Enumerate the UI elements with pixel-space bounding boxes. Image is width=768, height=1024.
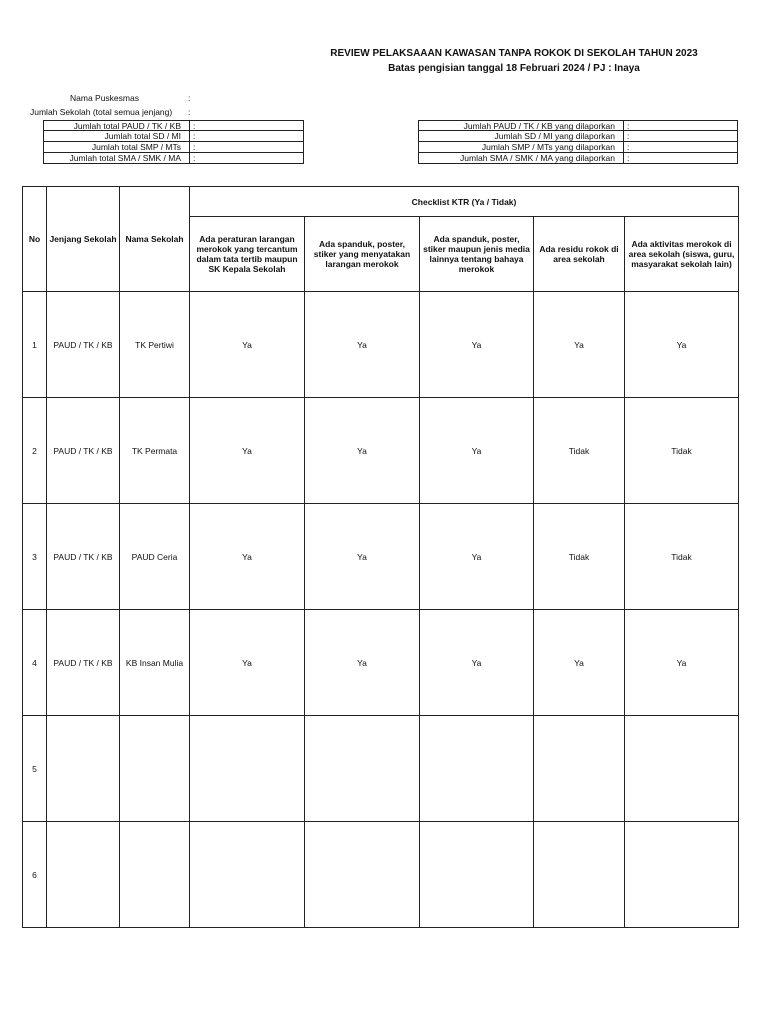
row-check-cell [625,716,739,822]
col-jenjang-header: Jenjang Sekolah [47,187,120,292]
row-no: 4 [23,610,47,716]
row-check-cell: Ya [625,292,739,398]
right-box-row [418,120,738,131]
checklist-table [22,186,739,928]
row-nama [120,822,190,928]
row-check-cell: Ya [420,398,534,504]
row-check-cell [420,716,534,822]
row-check-cell: Ya [305,292,420,398]
row-check-cell: Ya [420,610,534,716]
nama-puskesmas-label: Nama Puskesmas [70,93,139,103]
row-check-cell [305,716,420,822]
row-check-cell [625,822,739,928]
header-row-1 [23,187,739,217]
left-box-label: Jumlah total PAUD / TK / KB [44,121,190,130]
row-check-cell: Ya [190,610,305,716]
table-row [23,822,739,928]
row-jenjang [47,822,120,928]
document-title: REVIEW PELAKSAAAN KAWASAN TANPA ROKOK DI SEKOLAH TAHUN 2023 [330,48,698,59]
left-box-row [43,120,304,131]
row-jenjang: PAUD / TK / KB [47,292,120,398]
row-jenjang [47,716,120,822]
row-nama: KB Insan Mulia [120,610,190,716]
right-box-row [418,131,738,142]
checklist-col-header: Ada spanduk, poster, stiker yang menyatakan larangan merokok [305,217,420,292]
row-check-cell: Ya [190,292,305,398]
checklist-col-header: Ada spanduk, poster, stiker maupun jenis media lainnya tentang bahaya merokok [420,217,534,292]
row-check-cell [190,822,305,928]
row-check-cell: Tidak [625,504,739,610]
row-check-cell: Ya [534,610,625,716]
right-box-label: Jumlah SD / MI yang dilaporkan [419,131,624,141]
left-box-value: : [193,131,196,141]
left-box-row [43,153,304,164]
row-nama: TK Permata [120,398,190,504]
row-check-cell [305,822,420,928]
row-check-cell: Ya [305,610,420,716]
row-check-cell: Ya [420,292,534,398]
table-row [23,610,739,716]
right-box-value: : [627,142,630,152]
row-no: 1 [23,292,47,398]
row-check-cell: Tidak [534,504,625,610]
right-box-value: : [627,131,630,141]
row-check-cell: Ya [190,504,305,610]
row-check-cell [420,822,534,928]
row-check-cell: Ya [420,504,534,610]
checklist-title-header: Checklist KTR (Ya / Tidak) [190,187,739,217]
checklist-col-header: Ada aktivitas merokok di area sekolah (siswa, guru, masyarakat sekolah lain) [625,217,739,292]
right-box-label: Jumlah SMP / MTs yang dilaporkan [419,142,624,152]
nama-puskesmas-colon: : [188,93,191,103]
document-subtitle: Batas pengisian tanggal 18 Februari 2024 / PJ : Inaya [388,63,640,74]
row-check-cell: Ya [190,398,305,504]
left-box-label: Jumlah total SMP / MTs [44,142,190,152]
row-no: 6 [23,822,47,928]
right-box-row [418,142,738,153]
table-row [23,398,739,504]
right-box-value: : [627,121,630,131]
left-box-label: Jumlah total SMA / SMK / MA [44,153,190,163]
col-nama-header: Nama Sekolah [120,187,190,292]
table-row [23,292,739,398]
row-check-cell: Ya [305,504,420,610]
row-jenjang: PAUD / TK / KB [47,504,120,610]
row-check-cell: Ya [305,398,420,504]
table-row [23,716,739,822]
left-box-value: : [193,121,196,131]
right-box-row [418,153,738,164]
row-jenjang: PAUD / TK / KB [47,610,120,716]
row-check-cell: Ya [534,292,625,398]
jumlah-sekolah-colon: : [188,107,191,117]
left-box-value: : [193,153,196,163]
right-box-label: Jumlah PAUD / TK / KB yang dilaporkan [419,121,624,130]
left-box-row [43,131,304,142]
row-nama: TK Pertiwi [120,292,190,398]
right-box-label: Jumlah SMA / SMK / MA yang dilaporkan [419,153,624,163]
checklist-col-header: Ada residu rokok di area sekolah [534,217,625,292]
row-check-cell [534,716,625,822]
row-check-cell: Tidak [625,398,739,504]
table-row [23,504,739,610]
left-box-value: : [193,142,196,152]
row-check-cell: Tidak [534,398,625,504]
jumlah-sekolah-label: Jumlah Sekolah (total semua jenjang) [30,107,173,117]
row-nama: PAUD Ceria [120,504,190,610]
checklist-col-header: Ada peraturan larangan merokok yang tercantum dalam tata tertib maupun SK Kepala Sekolah [190,217,305,292]
row-check-cell [534,822,625,928]
row-jenjang: PAUD / TK / KB [47,398,120,504]
row-check-cell: Ya [625,610,739,716]
left-box-label: Jumlah total SD / MI [44,131,190,141]
row-no: 5 [23,716,47,822]
col-no-header: No [23,187,47,292]
left-box-row [43,142,304,153]
right-box-value: : [627,153,630,163]
row-no: 2 [23,398,47,504]
row-check-cell [190,716,305,822]
row-no: 3 [23,504,47,610]
row-nama [120,716,190,822]
